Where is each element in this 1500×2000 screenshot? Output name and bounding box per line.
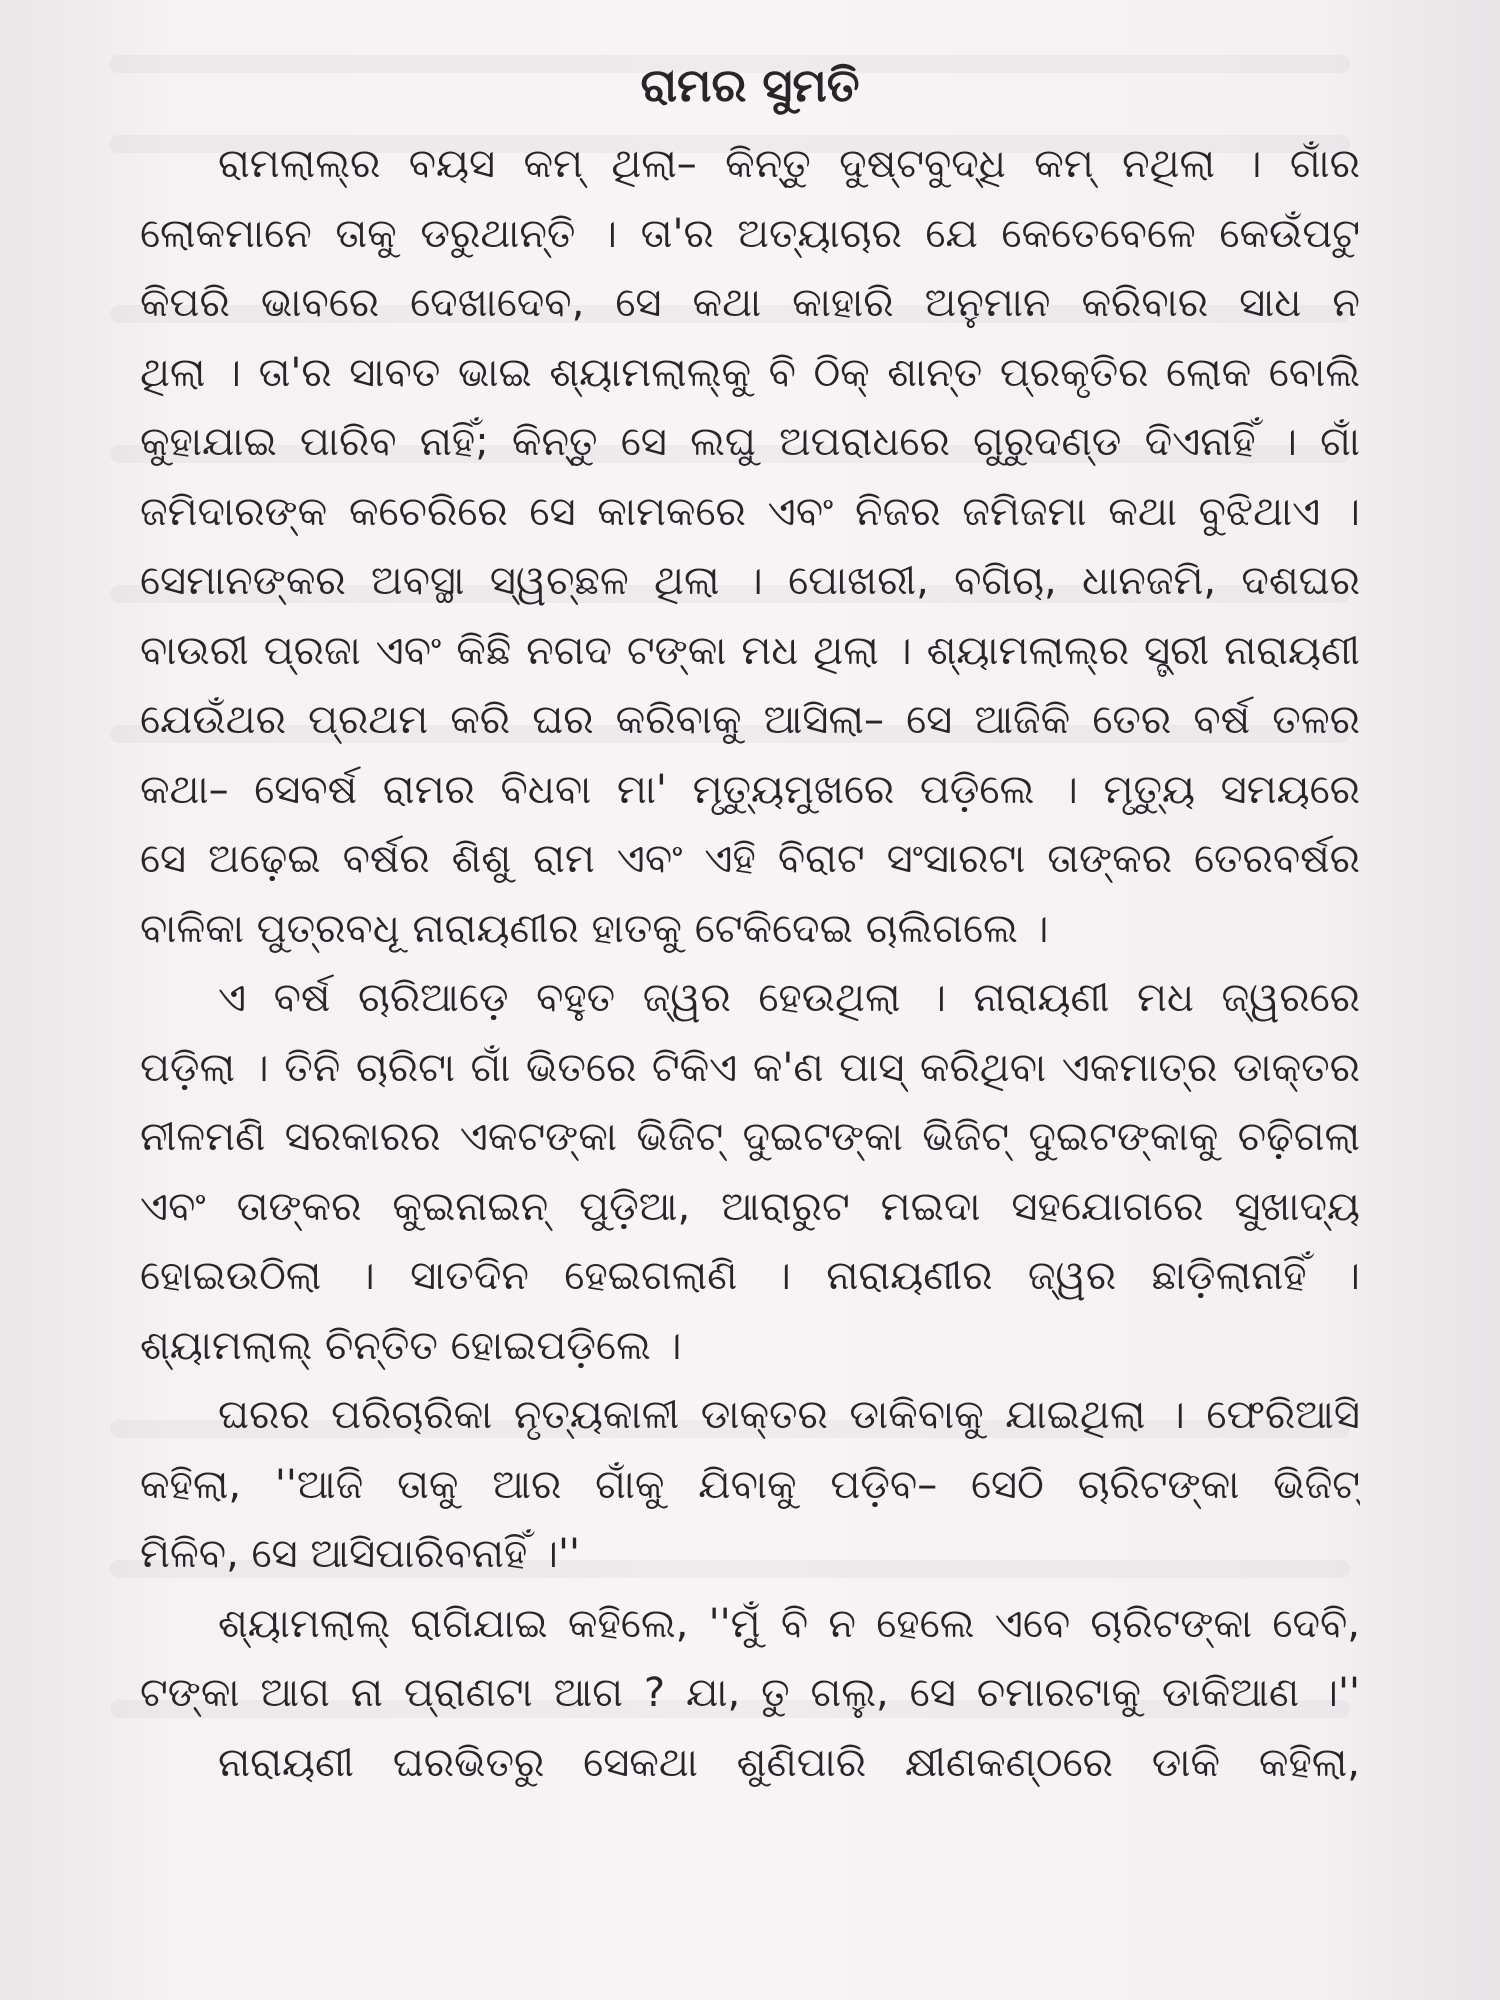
text-line: କହିଲା, ''ଆଜି ତାକୁ ଆର ଗାଁକୁ ଯିବାକୁ ପଡ଼ିବ– ସେଠି ଚାରିଟଙ୍କା ଭିଜିଟ୍ [140,1461,1360,1508]
text-line: ଶ୍ୟାମଲାଲ୍ ରାଗିଯାଇ କହିଲେ, ''ମୁଁ ବି ନ ହେଲେ ଏବେ ଚାରିଟଙ୍କା ଦେବି, [218,1600,1360,1647]
text-line: ନୀଳମଣି ସରକାରର ଏକଟଙ୍କା ଭିଜିଟ୍ ଦୁଇଟଙ୍କା ଭିଜିଟ୍ ଦୁଇଟଙ୍କାକୁ ଚଢ଼ିଗଲା [140,1114,1360,1160]
body-text [140,130,1360,1798]
text-line: ଜମିଦାରଙ୍କ କଚେରିରେ ସେ କାମକରେ ଏବଂ ନିଜର ଜମିଜମା କଥା ବୁଝିଥାଏ । [140,488,1360,535]
text-line: ମିଳିବ, ସେ ଆସିପାରିବନାହିଁ ।'' [140,1531,580,1577]
text-line: କିପରି ଭାବରେ ଦେଖାଦେବ, ସେ କଥା କାହାରି ଅନୁମାନ କରିବାର ସାଧ ନ [140,280,1360,326]
text-line: ସେମାନଙ୍କର ଅବସ୍ଥା ସ୍ୱଚ୍ଛଳ ଥିଲା । ପୋଖରୀ, ବଗିଚା, ଧାନଜମି, ଦଶଘର [140,558,1360,604]
text-line: ନାରାୟଣୀ ଘରଭିତରୁ ସେକଥା ଶୁଣିପାରି କ୍ଷୀଣକଣ୍ଠରେ ଡାକି କହିଲା, [218,1739,1360,1786]
text-line: ବାଳିକା ପୁତ୍ରବଧୂ ନାରାୟଣୀର ହାତକୁ ଟେକିଦେଇ ଚାଲିଗଲେ । [140,905,1049,952]
text-line: କୁହାଯାଇ ପାରିବ ନାହିଁ; କିନ୍ତୁ ସେ ଲଘୁ ଅପରାଧରେ ଗୁରୁଦଣ୍ଡ ଦିଏନାହିଁ । ଗାଁ [140,419,1360,465]
page-title: ରାମର ସୁମତି [640,58,860,112]
text-line: ଏ ବର୍ଷ ଚାରିଆଡ଼େ ବହୁତ ଜ୍ୱର ହେଉଥିଲା । ନାରାୟଣୀ ମଧ ଜ୍ୱରରେ [218,975,1360,1021]
text-line: ସେ ଅଢ଼େଇ ବର୍ଷର ଶିଶୁ ରାମ ଏବଂ ଏହି ବିରାଟ ସଂସାରଟା ତାଙ୍କର ତେରବର୍ଷର [140,836,1360,882]
text-line: ଏବଂ ତାଙ୍କର କୁଇନାଇନ୍ ପୁଡ଼ିଆ, ଆରାରୁଟ ମଇଦା ସହଯୋଗରେ ସୁଖାଦ୍ୟ [140,1183,1360,1230]
text-line: ରାମଲାଲ୍‌ର ବୟସ କମ୍ ଥିଲା– କିନ୍ତୁ ଦୁଷ୍ଟବୁଦ୍ଧି କମ୍ ନଥିଲା । ଗାଁର [218,141,1360,187]
text-line: ଶ୍ୟାମଲାଲ୍ ଚିନ୍ତିତ ହୋଇପଡ଼ିଲେ । [140,1322,682,1369]
page-text [140,40,1360,1798]
text-line: ହୋଇଉଠିଲା । ସାତଦିନ ହେଇଗଲାଣି । ନାରାୟଣୀର ଜ୍ୱର ଛାଡ଼ିଲାନାହିଁ । [140,1253,1360,1299]
text-line: ବାଉରୀ ପ୍ରଜା ଏବଂ କିଛି ନଗଦ ଟଙ୍କା ମଧ ଥିଲା । ଶ୍ୟାମଲାଲ୍‌ର ସ୍ତ୍ରୀ ନାରାୟଣୀ [140,627,1360,674]
text-line: କଥା– ସେବର୍ଷ ରାମର ବିଧବା ମା' ମୃତ୍ୟୁମୁଖରେ ପଡ଼ିଲେ । ମୃତ୍ୟୁ ସମୟରେ [140,766,1360,813]
text-line: ଥିଲା । ତା'ର ସାବତ ଭାଇ ଶ୍ୟାମଲାଲ୍‌କୁ ବି ଠିକ୍ ଶାନ୍ତ ପ୍ରକୃତିର ଲୋକ ବୋଲି [140,349,1360,396]
text-line: ଟଙ୍କା ଆଗ ନା ପ୍ରାଣଟା ଆଗ ? ଯା, ତୁ ଗଲୁ, ସେ ଚମାରଟାକୁ ଡାକିଆଣ ।'' [140,1670,1360,1716]
text-line: ପଡ଼ିଲା । ତିନି ଚାରିଟା ଗାଁ ଭିତରେ ଟିକିଏ କ'ଣ ପାସ୍ କରିଥିବା ଏକମାତ୍ର ଡାକ୍ତର [140,1044,1360,1091]
text-line: ଘରର ପରିଚାରିକା ନୃତ୍ୟକାଳୀ ଡାକ୍ତର ଡାକିବାକୁ ଯାଇଥିଲା । ଫେରିଆସି [218,1392,1360,1438]
text-line: ଯେଉଁଥର ପ୍ରଥମ କରି ଘର କରିବାକୁ ଆସିଲା– ସେ ଆଜିକି ତେର ବର୍ଷ ତଳର [140,697,1360,743]
text-line: ଲୋକମାନେ ତାକୁ ଡରୁଥାନ୍ତି । ତା'ର ଅତ୍ୟାଚାର ଯେ କେତେବେଳେ କେଉଁପଟୁ [140,210,1360,257]
